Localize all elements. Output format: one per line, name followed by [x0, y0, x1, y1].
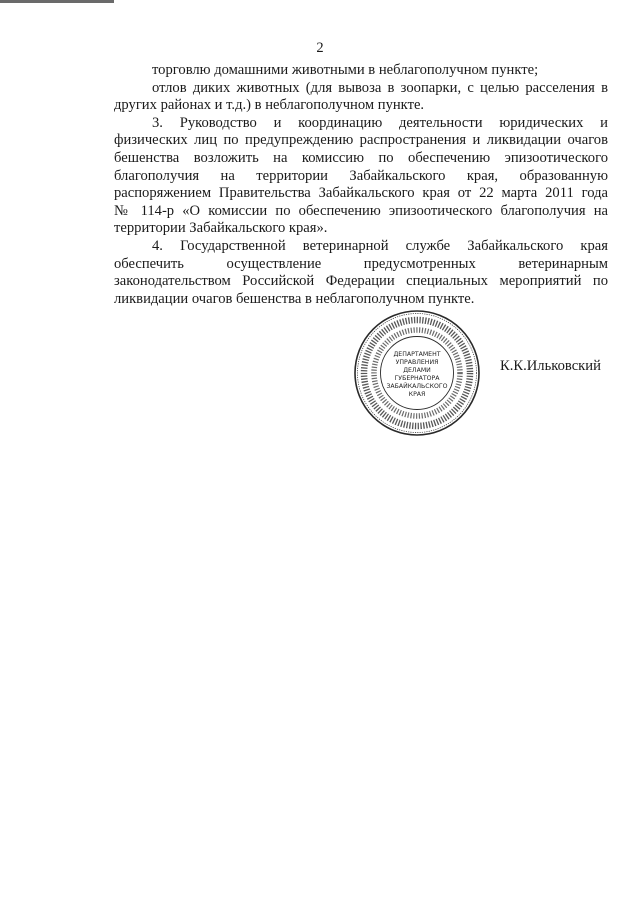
official-seal-stamp — [352, 308, 482, 438]
text-line: физических лиц по предупреждению распространения и ликвидации очагов — [114, 132, 608, 149]
text-line: № 114-р «О комиссии по обеспечению эпизоотического благополучия на — [114, 202, 608, 219]
paragraph-capture-item — [114, 80, 608, 115]
text-line: 4. Государственной ветеринарной службе Забайкальского края — [152, 237, 608, 254]
text-line: ликвидации очагов бешенства в неблагополучном пункте. — [114, 290, 475, 307]
page-number: 2 — [316, 40, 324, 56]
seal-center-text: ЗАБАЙКАЛЬСКОГО — [386, 383, 448, 390]
seal-center-text: УПРАВЛЕНИЯ — [395, 359, 439, 366]
text-line: 3. Руководство и координацию деятельности юридических и — [152, 114, 608, 131]
text-line: территории Забайкальского края». — [114, 220, 328, 237]
paragraph-text: торговлю домашними животными в неблагополучном пункте; — [152, 62, 539, 78]
scan-edge-mark — [0, 0, 114, 3]
seal-center-text: ДЕПАРТАМЕНТ — [393, 351, 441, 358]
text-line: обеспечить осуществление предусмотренных ветеринарным — [114, 255, 608, 272]
seal-center-text: КРАЯ — [408, 391, 426, 398]
signer-name: К.К.Ильковский — [500, 358, 601, 374]
paragraph-4 — [114, 238, 608, 308]
signature-block — [0, 300, 640, 440]
text-line: благополучия на территории Забайкальского края, образованную — [114, 167, 608, 184]
paragraph-trade-item — [114, 62, 608, 80]
text-line: отлов диких животных (для вывоза в зоопарки, с целью расселения в — [152, 79, 608, 96]
paragraph-3 — [114, 115, 608, 238]
text-line: бешенства возложить на комиссию по обеспечению эпизоотического — [114, 149, 608, 166]
document-body — [114, 62, 608, 308]
text-line: распоряжением Правительства Забайкальского края от 22 марта 2011 года — [114, 185, 608, 202]
seal-center-text: ГУБЕРНАТОРА — [394, 375, 440, 382]
text-line: законодательством Российской Федерации специальных мероприятий по — [114, 273, 608, 290]
seal-center-text: ДЕЛАМИ — [403, 367, 431, 374]
text-line: других районах и т.д.) в неблагополучном пункте. — [114, 97, 425, 114]
